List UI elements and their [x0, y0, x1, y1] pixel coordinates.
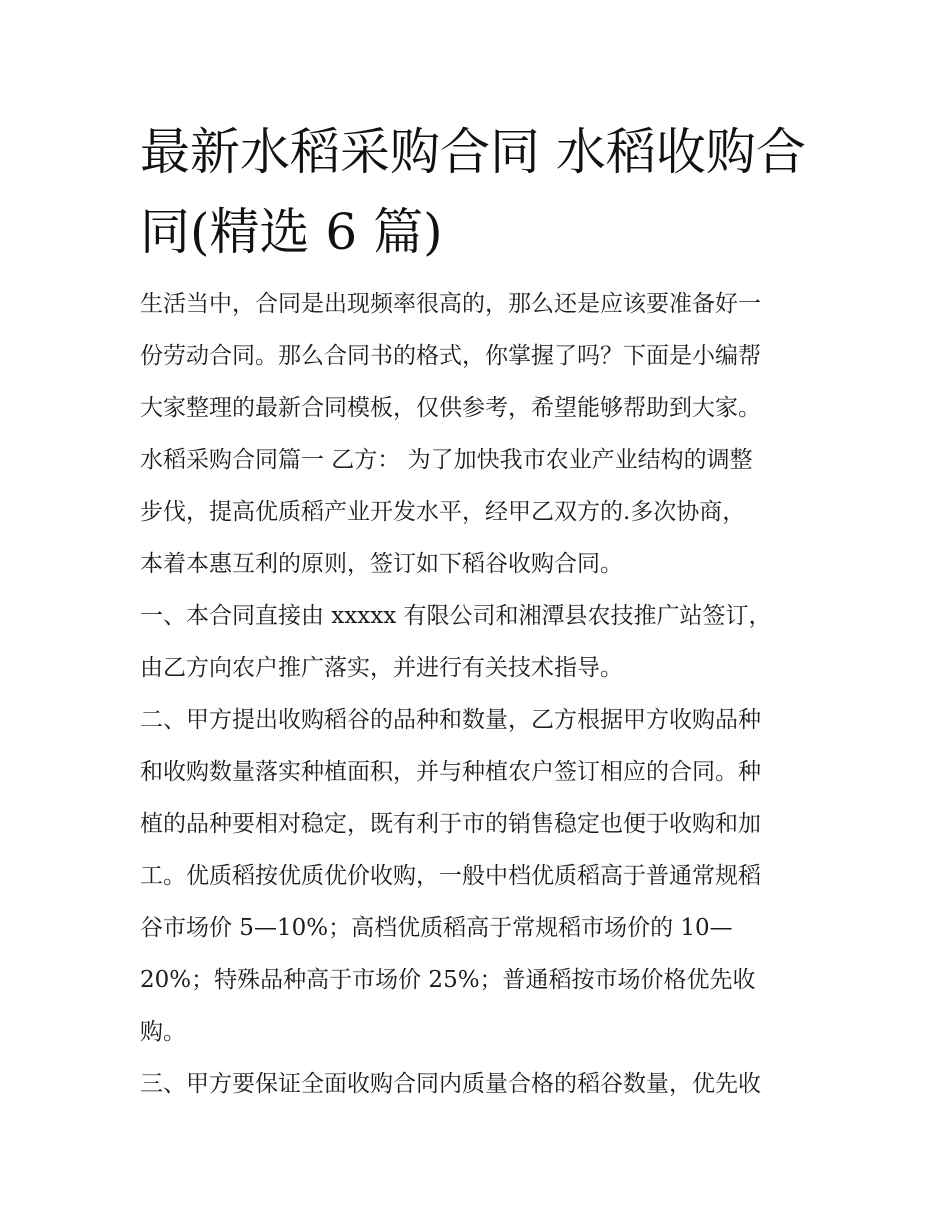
- body-line: 大家整理的最新合同模板，仅供参考，希望能够帮助到大家。: [140, 395, 761, 421]
- body-line: 工。优质稻按优质优价收购，一般中档优质稻高于普通常规稻: [140, 863, 761, 889]
- body-line: 步伐，提高优质稻产业开发水平，经甲乙双方的.多次协商，: [140, 499, 746, 525]
- document-title: [140, 112, 820, 272]
- body-line: 植的品种要相对稳定，既有利于市的销售稳定也便于收购和加: [140, 811, 761, 837]
- body-line: 三、甲方要保证全面收购合同内质量合格的稻谷数量，优先收: [140, 1071, 761, 1097]
- body-line: 20%；特殊品种高于市场价 25%；普通稻按市场价格优先收: [140, 967, 756, 993]
- body-line: 二、甲方提出收购稻谷的品种和数量，乙方根据甲方收购品种: [140, 707, 761, 733]
- body-line: 水稻采购合同篇一 乙方： 为了加快我市农业产业结构的调整: [140, 447, 753, 473]
- body-line: 生活当中，合同是出现频率很高的，那么还是应该要准备好一: [140, 291, 761, 317]
- body-line: 一、本合同直接由 xxxxx 有限公司和湘潭县农技推广站签订，: [140, 603, 772, 629]
- body-line: 本着本惠互利的原则，签订如下稻谷收购合同。: [140, 551, 623, 577]
- title-line: 同(精选 6 篇): [140, 203, 443, 261]
- body-line: 购。: [140, 1019, 186, 1045]
- document-body: [140, 278, 820, 1110]
- body-line: 由乙方向农户推广落实，并进行有关技术指导。: [140, 655, 623, 681]
- body-line: 谷市场价 5—10%；高档优质稻高于常规稻市场价的 10—: [140, 915, 733, 941]
- title-line: 最新水稻采购合同 水稻收购合: [140, 123, 806, 181]
- body-line: 份劳动合同。那么合同书的格式，你掌握了吗？下面是小编帮: [140, 343, 761, 369]
- body-line: 和收购数量落实种植面积，并与种植农户签订相应的合同。种: [140, 759, 761, 785]
